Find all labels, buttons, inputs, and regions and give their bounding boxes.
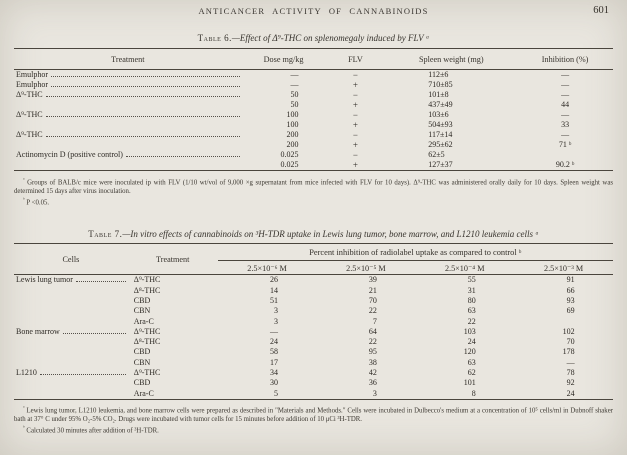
table7-col-conc3: 2.5×10⁻⁴ M — [415, 261, 514, 275]
cell-c4: — — [566, 357, 575, 367]
table-row — [14, 120, 613, 130]
table6-header — [14, 49, 613, 70]
dotted-leader — [126, 156, 240, 157]
cell-c3: 103 — [463, 326, 476, 336]
cell-c1: 3 — [274, 306, 279, 316]
cell-flv: + — [352, 100, 358, 110]
footnote-marker: ᵃ — [23, 177, 25, 183]
footnote — [14, 196, 613, 208]
cell-spleen: 101±8 — [428, 90, 449, 99]
cell-c2: 39 — [368, 275, 377, 285]
table-row — [14, 337, 613, 347]
table6-title — [14, 33, 613, 43]
table6-title-label: Table 6. — [197, 33, 232, 43]
cell-dose: 0.025 — [280, 150, 299, 159]
cell-flv: − — [352, 70, 358, 80]
table-row — [14, 160, 613, 171]
cell-c1: 26 — [270, 275, 279, 285]
table6-col-spleen: Spleen weight (mg) — [385, 49, 517, 70]
cell-c3: 80 — [467, 295, 476, 305]
cell-treat7: Δ⁸-THC — [133, 337, 161, 347]
table-row — [14, 80, 613, 90]
cell-c1: 14 — [270, 285, 279, 295]
cell-c2: 22 — [368, 337, 377, 347]
cell-cells: Bone marrow — [14, 327, 128, 337]
cell-treat7: Δ⁹-THC — [133, 367, 161, 377]
table6-footnotes — [14, 176, 613, 208]
cell-inhibition: — — [561, 70, 570, 79]
cell-c3: 120 — [463, 347, 476, 357]
footnote — [14, 404, 613, 424]
page-number: 601 — [593, 5, 609, 16]
cell-c3: 55 — [467, 275, 476, 285]
cell-c1: 51 — [270, 295, 279, 305]
footnote-marker: ᵃ — [23, 404, 25, 411]
cell-c1: 34 — [270, 367, 279, 377]
cell-c4: 69 — [566, 306, 575, 316]
cell-c4: 70 — [566, 337, 575, 347]
cell-inhibition: 44 — [561, 100, 570, 109]
table6-col-flv: FLV — [325, 49, 385, 70]
cell-cells — [14, 286, 128, 296]
cell-c3: 101 — [463, 378, 476, 388]
dotted-leader — [40, 374, 126, 375]
cell-dose: 0.025 — [280, 160, 299, 169]
cell-cells — [14, 306, 128, 316]
cell-c2: 95 — [368, 347, 377, 357]
table-7 — [14, 243, 613, 400]
footnote — [14, 176, 613, 196]
cell-treatment: Δ⁹-THC — [14, 90, 242, 100]
cell-cells — [14, 347, 128, 357]
cell-spleen: 710±85 — [428, 80, 453, 89]
cell-treat7: CBD — [133, 295, 151, 305]
cell-c4: 92 — [566, 378, 575, 388]
cell-dose: 50 — [290, 90, 299, 99]
dotted-leader — [46, 96, 240, 97]
cell-treatment — [14, 120, 242, 130]
footnote-text: P <0.05. — [26, 199, 50, 207]
dotted-leader — [46, 136, 240, 137]
cell-c2: 42 — [368, 367, 377, 377]
cell-flv: − — [352, 130, 358, 140]
table6-col-inhibition: Inhibition (%) — [517, 49, 613, 70]
cell-inhibition: — — [561, 130, 570, 139]
table7-header — [14, 244, 613, 275]
cell-treat7: CBD — [133, 378, 151, 388]
cell-treat7: Δ⁹-THC — [133, 326, 161, 336]
dotted-leader — [76, 281, 126, 282]
cell-dose: 100 — [286, 120, 299, 129]
cell-c2: 38 — [368, 357, 377, 367]
table7-footnotes — [14, 404, 613, 436]
cell-inhibition: 90.2 ᵇ — [555, 160, 575, 169]
cell-c2: 22 — [368, 306, 377, 316]
cell-spleen: 103±6 — [428, 110, 449, 119]
cell-treat7: CBD — [133, 347, 151, 357]
cell-treat7: Δ⁸-THC — [133, 285, 161, 295]
table7-body — [14, 275, 613, 400]
cell-spleen: 504±93 — [428, 120, 453, 129]
cell-dose: — — [290, 70, 299, 79]
cell-dose: 50 — [290, 100, 299, 109]
cell-c1: 30 — [270, 378, 279, 388]
footnote-marker: ᵇ — [23, 425, 25, 432]
footnote — [14, 424, 613, 436]
cell-treatment: Emulphor — [14, 70, 242, 81]
cell-c3: 63 — [467, 357, 476, 367]
dotted-leader — [46, 116, 240, 117]
cell-cells: L1210 — [14, 368, 128, 378]
table7-title-text: —In vitro effects of cannabinoids on ³H-TDR uptake in Lewis lung tumor, bone marrow, and L1210 leukemia cells ᵃ — [122, 229, 539, 240]
cell-flv: + — [352, 80, 358, 90]
cell-dose: — — [290, 80, 299, 89]
cell-flv: − — [352, 150, 358, 160]
table7-col-treatment: Treatment — [128, 244, 218, 275]
cell-inhibition: — — [561, 110, 570, 119]
cell-c3: 31 — [467, 285, 476, 295]
cell-c1: — — [270, 326, 279, 336]
cell-cells — [14, 317, 128, 327]
table7-title — [14, 229, 613, 239]
cell-c3: 62 — [467, 367, 476, 377]
cell-treatment: Δ⁹-THC — [14, 110, 242, 120]
cell-cells — [14, 378, 128, 388]
cell-c2: 64 — [368, 326, 377, 336]
cell-flv: − — [352, 90, 358, 100]
dotted-leader — [63, 333, 126, 334]
cell-cells — [14, 358, 128, 368]
cell-cells: Lewis lung tumor — [14, 275, 128, 286]
cell-treat7: CBN — [133, 306, 151, 316]
table-row — [14, 130, 613, 140]
table7-col-conc1: 2.5×10⁻⁶ M — [218, 261, 317, 275]
cell-c4: 178 — [562, 347, 575, 357]
cell-flv: + — [352, 160, 358, 170]
running-head-title: ANTICANCER ACTIVITY OF CANNABINOIDS — [198, 6, 429, 16]
table-row — [14, 296, 613, 306]
cell-c4: 78 — [566, 367, 575, 377]
footnote-text: Calculated 30 minutes after addition of ³H-TDR. — [26, 427, 159, 435]
cell-dose: 200 — [286, 140, 299, 149]
table-row — [14, 358, 613, 368]
cell-c2: 7 — [372, 316, 377, 326]
cell-c2: 70 — [368, 295, 377, 305]
table-6 — [14, 48, 613, 171]
cell-c2: 3 — [372, 388, 377, 398]
table-row — [14, 286, 613, 296]
table-row — [14, 275, 613, 286]
footnote-marker: ᵇ — [23, 197, 25, 204]
cell-treatment: Actinomycin D (positive control) — [14, 150, 242, 160]
table-row — [14, 110, 613, 120]
cell-c2: 21 — [368, 285, 377, 295]
cell-spleen: 117±14 — [428, 130, 453, 139]
cell-c4: 91 — [566, 275, 575, 285]
cell-inhibition: 33 — [561, 120, 570, 129]
table-row — [14, 378, 613, 388]
cell-c4: 102 — [562, 326, 575, 336]
cell-dose: 200 — [286, 130, 299, 139]
cell-spleen: 62±5 — [428, 150, 445, 159]
cell-c2: 36 — [368, 378, 377, 388]
table-row — [14, 317, 613, 327]
cell-c4: 93 — [566, 295, 575, 305]
cell-dose: 100 — [286, 110, 299, 119]
cell-cells — [14, 389, 128, 400]
table7-col-conc4: 2.5×10⁻³ M — [514, 261, 613, 275]
cell-inhibition: — — [561, 80, 570, 89]
cell-c3: 8 — [471, 388, 476, 398]
cell-treat7: CBN — [133, 357, 151, 367]
cell-treatment: Δ⁹-THC — [14, 130, 242, 140]
cell-c3: 22 — [467, 316, 476, 326]
cell-c4: 24 — [566, 388, 575, 398]
dotted-leader — [51, 76, 240, 77]
table7-col-conc2: 2.5×10⁻⁵ M — [316, 261, 415, 275]
cell-inhibition: 71 ᵇ — [558, 140, 572, 149]
cell-c1: 5 — [274, 388, 279, 398]
table-row — [14, 347, 613, 357]
table-row — [14, 70, 613, 81]
table-row — [14, 389, 613, 400]
cell-treatment: Emulphor — [14, 80, 242, 90]
cell-c3: 63 — [467, 306, 476, 316]
table7-title-label: Table 7. — [88, 229, 123, 240]
cell-c1: 24 — [270, 337, 279, 347]
cell-treatment — [14, 160, 242, 171]
table-row — [14, 306, 613, 316]
cell-spleen: 437±49 — [428, 100, 453, 109]
cell-treat7: Δ⁹-THC — [133, 275, 161, 285]
cell-flv: + — [352, 140, 358, 150]
table6-col-dose: Dose mg/kg — [242, 49, 326, 70]
cell-cells — [14, 337, 128, 347]
dotted-leader — [51, 86, 240, 87]
cell-treat7: Ara-C — [133, 388, 154, 398]
table-row — [14, 100, 613, 110]
cell-inhibition — [517, 150, 613, 160]
table6-title-text: —Effect of Δ⁹-THC on splenomegaly induced by FLV ᵃ — [231, 33, 430, 43]
table6-body — [14, 70, 613, 171]
cell-c4: 66 — [566, 285, 575, 295]
table-row — [14, 150, 613, 160]
cell-cells — [14, 296, 128, 306]
cell-spleen: 127±37 — [428, 160, 453, 169]
cell-spleen: 112±6 — [428, 70, 449, 79]
cell-flv: − — [352, 110, 358, 120]
cell-c4 — [514, 317, 613, 327]
cell-c1: 17 — [270, 357, 279, 367]
table7-col-cells: Cells — [14, 244, 128, 275]
running-head — [14, 6, 613, 22]
table-row — [14, 90, 613, 100]
table-row — [14, 368, 613, 378]
cell-c1: 58 — [270, 347, 279, 357]
footnote-text: Lewis lung tumor, L1210 leukemia, and bone marrow cells were prepared as described in "Materials and Methods." Cells were incubated in Dulbecco's medium at a concentration of 10⁵ cells/ml in Dubnoff shaker bath at 37° C under 95% O₂-5% CO₂. Drugs were incubated with tumor cells for 15 minutes before addition of 10 μCi ³H-TDR. — [14, 407, 613, 423]
cell-spleen: 295±62 — [428, 140, 453, 149]
table7-span-header: Percent inhibition of radiolabel uptake as compared to control ᵇ — [218, 244, 613, 261]
cell-treat7: Ara-C — [133, 316, 154, 326]
cell-c3: 24 — [467, 337, 476, 347]
table-row — [14, 327, 613, 337]
footnote-text: Groups of BALB/c mice were inoculated ip with FLV (1/10 wt/vol of 9,000 ×g supernatant from mice infected with FLV for 10 days). Δ⁹-THC was administered orally daily for 10 days. Spleen weight was determined 15 days after virus inoculation. — [14, 179, 613, 195]
cell-treatment — [14, 100, 242, 110]
cell-flv: + — [352, 120, 358, 130]
table-row — [14, 140, 613, 150]
cell-treatment — [14, 140, 242, 150]
cell-inhibition: — — [561, 90, 570, 99]
table6-col-treatment: Treatment — [14, 49, 242, 70]
cell-c1: 3 — [274, 316, 279, 326]
